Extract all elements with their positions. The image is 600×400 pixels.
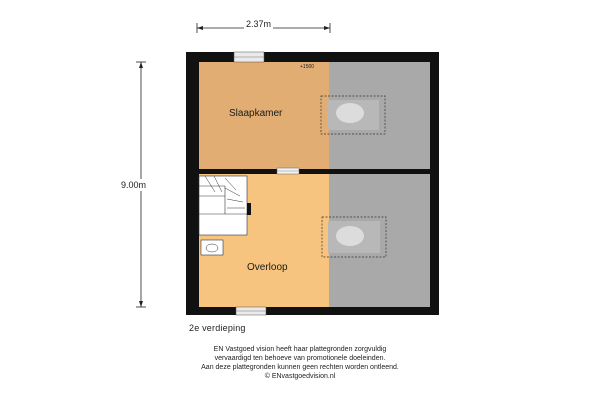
wash-basin — [201, 240, 223, 255]
floor-name: 2e verdieping — [189, 323, 246, 333]
height-note-label: +1500 — [300, 64, 315, 70]
skylight-bottom — [322, 217, 386, 257]
room-label-slaapkamer: Slaapkamer — [229, 108, 283, 119]
disclaimer-line: © ENvastgoedvision.nl — [264, 373, 336, 380]
staircase — [199, 176, 251, 235]
disclaimer-line: Aan deze plattegronden kunnen geen rechten worden ontleend. — [201, 364, 399, 371]
skylight-top — [321, 96, 385, 134]
disclaimer — [150, 345, 450, 381]
width-dimension-label: 2.37m — [246, 19, 272, 29]
height-dimension-label: 9.00m — [121, 180, 147, 190]
room-label-overloop: Overloop — [247, 262, 288, 273]
disclaimer-line: vervaardigd ten behoeve van promotionele doeleinden. — [214, 355, 386, 362]
disclaimer-line: EN Vastgoed vision heeft haar plattegronden zorgvuldig — [213, 346, 387, 353]
